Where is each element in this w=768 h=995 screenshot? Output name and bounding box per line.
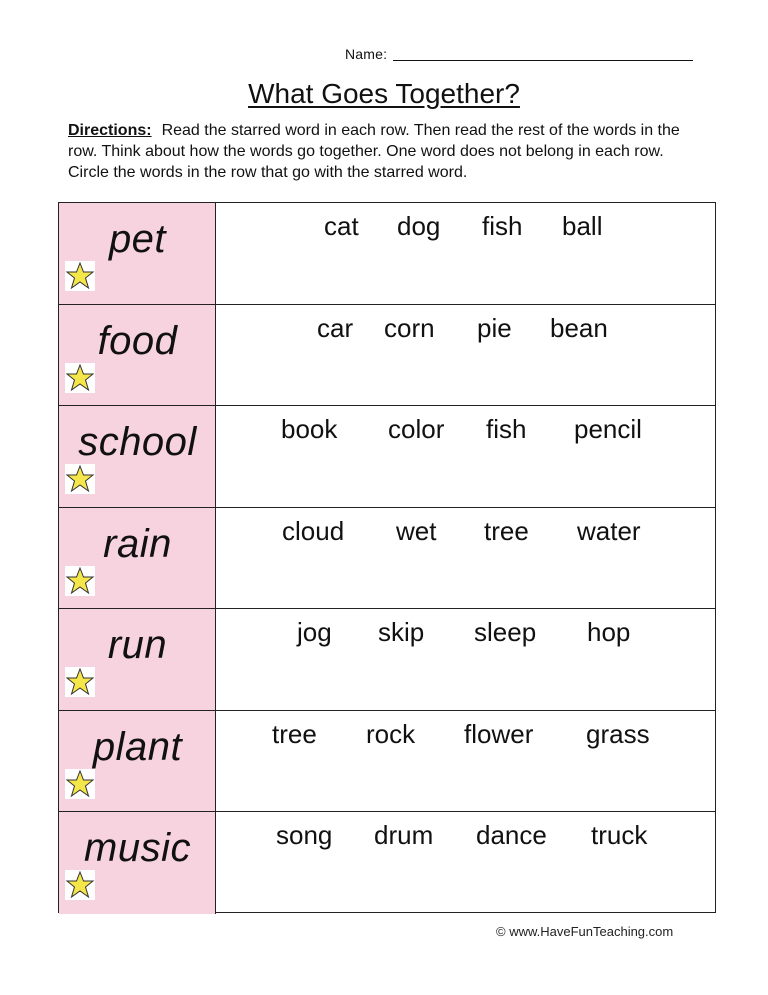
choice-word[interactable]: tree xyxy=(484,515,529,546)
star-icon xyxy=(65,261,95,291)
choice-word[interactable]: rock xyxy=(366,718,416,749)
directions xyxy=(68,120,708,183)
choice-word[interactable]: cloud xyxy=(282,515,345,546)
choice-word[interactable]: grass xyxy=(586,718,650,749)
page-title: What Goes Together? xyxy=(248,78,520,109)
worksheet-row xyxy=(59,305,715,407)
star-icon xyxy=(65,363,95,393)
choices xyxy=(216,211,715,251)
starred-cell xyxy=(59,609,216,710)
name-label: Name: xyxy=(345,46,388,62)
starred-cell xyxy=(59,406,216,507)
worksheet-table xyxy=(58,202,716,913)
choice-word[interactable]: hop xyxy=(587,617,631,647)
choices xyxy=(216,516,715,556)
copyright: © www.HaveFunTeaching.com xyxy=(496,924,674,939)
choice-word[interactable]: flower xyxy=(464,718,534,749)
directions-text: Read the starred word in each row. Then read the rest of the words in the row. Think about how the words go together. One word does not belong in each row. Circle the words in the row that go with the starred word. xyxy=(68,122,680,181)
starred-cell xyxy=(59,305,216,406)
choice-word[interactable]: ball xyxy=(562,211,603,241)
choice-word[interactable]: jog xyxy=(297,617,332,647)
choice-word[interactable]: sleep xyxy=(474,617,537,647)
choice-word[interactable]: corn xyxy=(384,312,435,343)
choice-word[interactable]: color xyxy=(388,414,445,444)
choice-word[interactable]: dog xyxy=(397,211,441,241)
starred-cell xyxy=(59,812,216,914)
choice-word[interactable]: cat xyxy=(324,211,359,241)
worksheet-row xyxy=(59,508,715,610)
starred-cell xyxy=(59,508,216,609)
choice-word[interactable]: pie xyxy=(477,312,512,343)
starred-word: food xyxy=(97,318,178,363)
name-blank[interactable] xyxy=(393,60,693,61)
choice-word[interactable]: fish xyxy=(486,414,527,444)
choice-word[interactable]: song xyxy=(276,820,333,850)
starred-word: plant xyxy=(92,724,183,769)
choices xyxy=(216,313,715,353)
worksheet-row xyxy=(59,406,715,508)
star-icon xyxy=(65,769,95,799)
directions-label: Directions: xyxy=(68,122,152,139)
star-icon xyxy=(65,566,95,596)
choice-word[interactable]: fish xyxy=(482,211,523,241)
worksheet-row xyxy=(59,812,715,914)
star-icon xyxy=(65,464,95,494)
starred-word: music xyxy=(84,826,191,870)
starred-word: run xyxy=(107,623,168,667)
choices xyxy=(216,617,715,657)
worksheet-row xyxy=(59,609,715,711)
starred-cell xyxy=(59,711,216,812)
choices xyxy=(216,820,715,860)
choices xyxy=(216,719,715,759)
choice-word[interactable]: dance xyxy=(476,820,547,850)
name-line xyxy=(345,46,693,62)
choices xyxy=(216,414,715,454)
starred-word: rain xyxy=(103,521,172,566)
choice-word[interactable]: bean xyxy=(550,312,608,343)
worksheet-row xyxy=(59,203,715,305)
star-icon xyxy=(65,870,95,900)
choice-word[interactable]: pencil xyxy=(574,414,642,444)
starred-word: school xyxy=(78,420,197,464)
choice-word[interactable]: car xyxy=(317,312,354,343)
starred-word: pet xyxy=(108,217,167,261)
choice-word[interactable]: water xyxy=(577,515,641,546)
choice-word[interactable]: tree xyxy=(272,718,317,749)
choice-word[interactable]: skip xyxy=(378,617,425,647)
worksheet-row xyxy=(59,711,715,813)
starred-cell xyxy=(59,203,216,304)
choice-word[interactable]: wet xyxy=(396,515,437,546)
star-icon xyxy=(65,667,95,697)
choice-word[interactable]: book xyxy=(281,414,338,444)
choice-word[interactable]: truck xyxy=(591,820,648,850)
choice-word[interactable]: drum xyxy=(374,820,434,850)
